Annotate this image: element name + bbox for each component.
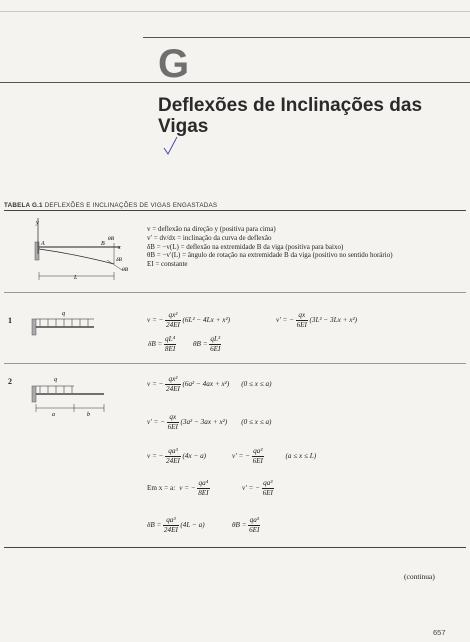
eq-numerator: qa³ <box>263 479 273 487</box>
slope-label-theta-b: θB <box>108 236 115 242</box>
legend-line: v = deflexão na direção y (positiva para cima) <box>147 225 276 233</box>
eq-lhs: v = − <box>147 380 164 388</box>
load-label-q: q <box>54 377 57 383</box>
handwritten-check-mark <box>163 135 179 157</box>
row-divider <box>4 292 466 293</box>
case-1-eq-slope <box>276 311 357 329</box>
eq-rest: (6L² − 4Lx + x²) <box>182 316 231 324</box>
eq-numerator: qa³ <box>253 447 263 455</box>
segment-label-a: a <box>52 412 55 418</box>
case-1-eq-tip-rotation <box>193 335 223 353</box>
eq-rest: (4x − a) <box>182 452 207 460</box>
table-bottom-rule <box>4 547 466 548</box>
eq-lhs: v′ = − <box>276 316 295 324</box>
eq-denominator: 6EI <box>296 321 307 329</box>
case-2-eq-deflection-outer <box>147 447 206 465</box>
cantilever-beam-diagram <box>30 216 145 286</box>
eq-numerator: qa³ <box>249 516 259 524</box>
point-label-b: B <box>101 241 105 247</box>
eq-lhs: δB = <box>148 340 163 348</box>
case-1-eq-deflection <box>147 311 230 329</box>
eq-prefix: Em x = a: <box>147 484 176 492</box>
eq-lhs: θB = <box>232 521 247 529</box>
eq-range: (0 ≤ x ≤ a) <box>241 380 272 388</box>
eq-numerator: qa³ <box>168 447 178 455</box>
eq-denominator: 24EI <box>163 526 178 534</box>
legend-line: δB = −v(L) = deflexão na extremidade B da viga (positiva para baixo) <box>147 242 344 251</box>
case-2-eq-tip-rotation <box>232 516 262 534</box>
chapter-title: Deflexões de Inclinações das Vigas <box>158 95 423 137</box>
table-title: DEFLEXÕES E INCLINAÇÕES DE VIGAS ENGASTADAS <box>44 202 218 209</box>
eq-denominator: 24EI <box>165 457 180 465</box>
case-2-eq-slope-outer <box>232 447 316 465</box>
table-label: TABELA G.1 <box>4 202 43 209</box>
page-number: 657 <box>433 628 446 637</box>
eq-denominator: 8EI <box>164 345 176 353</box>
case-2-eq-slope-at-a <box>242 479 275 497</box>
row-divider <box>4 363 466 364</box>
legend-line: v′ = dv/dx = inclinação da curva de deflexão <box>147 233 272 242</box>
eq-numerator: qL³ <box>210 335 221 343</box>
eq-lhs: v′ = − <box>232 452 251 460</box>
eq-lhs: v′ = − <box>147 418 166 426</box>
eq-lhs: v = − <box>179 484 196 492</box>
eq-denominator: 6EI <box>262 489 273 497</box>
case-number: 2 <box>8 377 12 386</box>
legend-line: EI = constante <box>147 260 188 269</box>
eq-numerator: qa⁴ <box>198 479 209 487</box>
case-1-eq-tip-deflection <box>148 335 178 353</box>
case-2-beam-diagram <box>30 372 110 420</box>
eq-numerator: qL⁴ <box>165 335 176 343</box>
point-label-a: A <box>41 241 45 247</box>
eq-denominator: 6EI <box>167 423 178 431</box>
eq-rest: (3a² − 3ax + x²) <box>180 418 228 426</box>
length-label-l: L <box>74 275 78 281</box>
eq-numerator: qx² <box>168 311 178 319</box>
eq-lhs: v = − <box>147 316 164 324</box>
rotation-label-theta-b: θB <box>122 267 129 273</box>
symbol-legend <box>147 225 393 269</box>
case-1-beam-diagram <box>30 309 100 339</box>
eq-lhs: v′ = − <box>242 484 261 492</box>
case-2-eq-at-x-equals-a <box>147 479 211 497</box>
segment-label-b: b <box>87 412 90 418</box>
axis-label-y: y <box>36 220 39 226</box>
axis-label-x: x <box>118 245 121 251</box>
legend-line: θB = −v′(L) = ângulo de rotação na extremidade B da viga (positivo no sentido horário) <box>147 251 393 260</box>
case-2-eq-tip-deflection <box>147 516 205 534</box>
eq-denominator: 6EI <box>249 526 260 534</box>
eq-denominator: 6EI <box>252 457 263 465</box>
eq-numerator: qx² <box>168 375 178 383</box>
chapter-bottom-rule <box>0 82 470 83</box>
eq-range: (0 ≤ x ≤ a) <box>241 418 272 426</box>
eq-rest: (3L² − 3Lx + x²) <box>309 316 358 324</box>
table-heading-rule <box>4 210 466 211</box>
page-top-edge <box>0 11 470 12</box>
eq-lhs: v = − <box>147 452 164 460</box>
eq-lhs: θB = <box>193 340 208 348</box>
deflection-label-delta-b: δB <box>116 257 122 263</box>
case-2-eq-slope <box>147 413 271 431</box>
chapter-letter: G <box>158 42 190 86</box>
eq-numerator: qx <box>169 413 177 421</box>
table-heading <box>4 202 217 209</box>
eq-lhs: δB = <box>147 521 162 529</box>
eq-numerator: qa³ <box>166 516 176 524</box>
eq-rest: (4L − a) <box>180 521 205 529</box>
eq-range: (a ≤ x ≤ L) <box>285 452 317 460</box>
eq-denominator: 24EI <box>165 321 180 329</box>
chapter-top-rule <box>143 37 470 38</box>
eq-denominator: 8EI <box>198 489 209 497</box>
eq-denominator: 24EI <box>165 385 180 393</box>
case-number: 1 <box>8 316 12 325</box>
continued-note: (continua) <box>404 572 435 581</box>
eq-numerator: qx <box>298 311 306 319</box>
case-2-eq-deflection <box>147 375 271 393</box>
eq-rest: (6a² − 4ax + x²) <box>182 380 230 388</box>
load-label-q: q <box>62 311 65 317</box>
eq-denominator: 6EI <box>210 345 221 353</box>
